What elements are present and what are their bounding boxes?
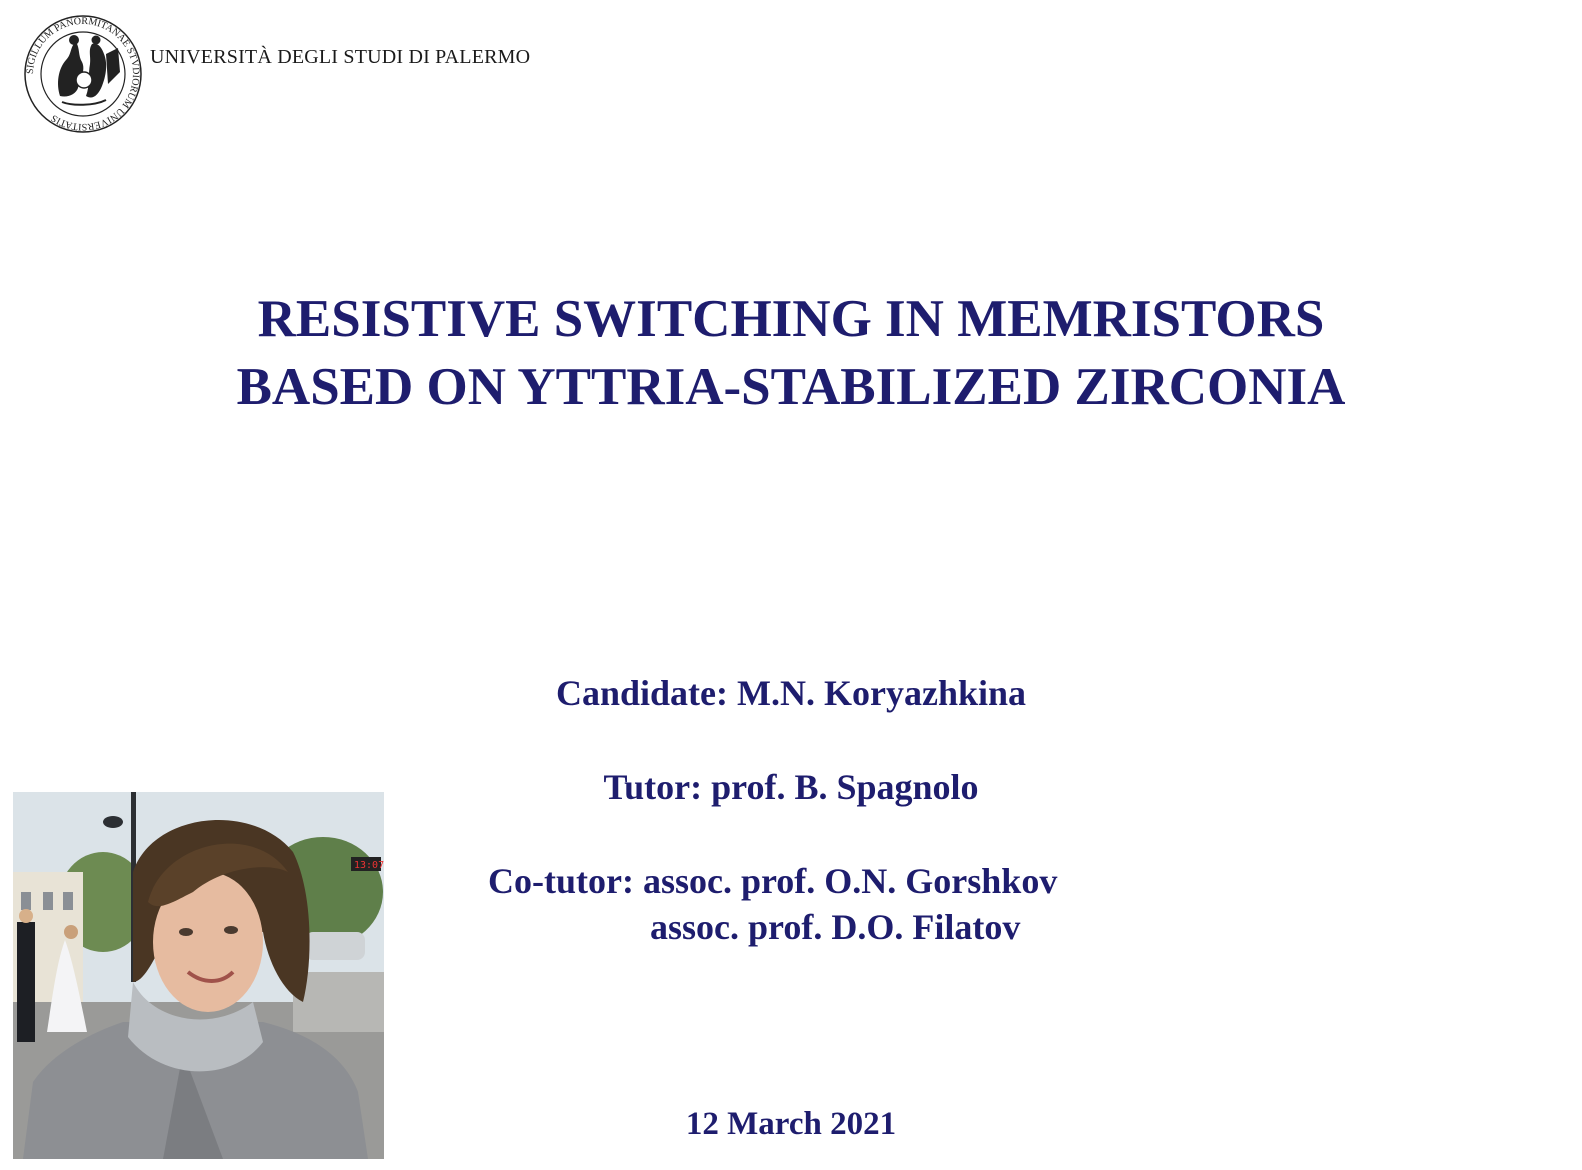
seal-emblem-figures	[58, 35, 120, 105]
cotutor-line-1: Co-tutor: assoc. prof. O.N. Gorshkov	[488, 861, 1058, 901]
seal-text: SIGILLUM PANORMITANAE STVDIORUM UNIVERSITATIS	[24, 15, 142, 133]
presentation-title	[0, 285, 1582, 421]
title-line-2: BASED ON YTTRIA-STABILIZED ZIRCONIA	[236, 358, 1346, 416]
tutor-line: Tutor: prof. B. Spagnolo	[603, 767, 979, 807]
candidate-line: Candidate: M.N. Koryazhkina	[555, 673, 1027, 713]
university-name: UNIVERSITÀ DEGLI STUDI DI PALERMO	[150, 46, 531, 68]
title-line-1: RESISTIVE SWITCHING IN MEMRISTORS	[257, 290, 1325, 348]
candidate-photo-illustration	[13, 792, 384, 1159]
presentation-date: 12 March 2021	[685, 1106, 897, 1142]
university-seal-logo	[22, 14, 144, 134]
candidate-photo	[13, 792, 384, 1159]
cotutor-line-2: assoc. prof. D.O. Filatov	[650, 907, 1021, 947]
street-clock-sign: 13:07	[354, 860, 384, 871]
